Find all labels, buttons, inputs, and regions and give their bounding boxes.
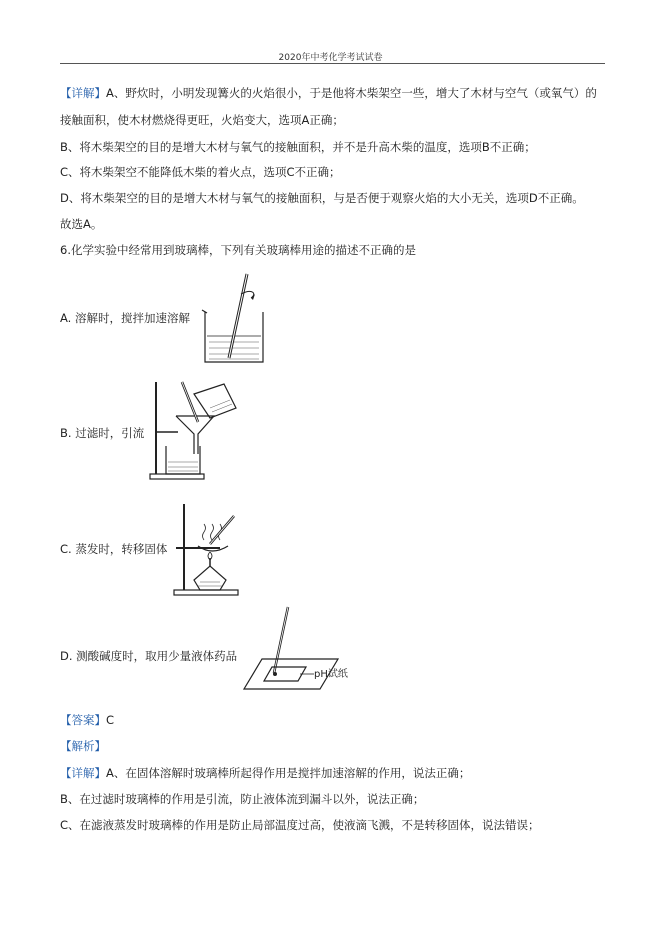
analysis-tag: 【解析】: [60, 739, 106, 753]
answer-value: C: [106, 713, 115, 727]
page-header-title: 2020年中考化学考试试卷: [278, 53, 383, 63]
evaporation-setup-figure: [170, 500, 250, 600]
line-text: B、在过滤时玻璃棒的作用是引流，防止液体流到漏斗以外，说法正确；: [60, 792, 425, 806]
filtration-setup-figure: [148, 378, 248, 483]
text-line: [60, 164, 341, 180]
answer-line: [60, 712, 114, 728]
header-rule: [60, 63, 605, 64]
line-text: A、在固体溶解时玻璃棒所起得作用是搅拌加速溶解的作用，说法正确；: [106, 766, 471, 780]
ph-test-figure: [240, 603, 365, 693]
option-c: C. 蒸发时，转移固体: [60, 542, 168, 556]
line-text: D、将木柴架空的目的是增大木材与氧气的接触面积，与是否便于观察火焰的大小无关，选项D不正确。: [60, 191, 584, 205]
option-d: D. 测酸碱度时，取用少量液体药品: [60, 649, 238, 663]
line-text: B、将木柴架空的目的是增大木材与氧气的接触面积，并不是升高木柴的温度，选项B不正确；: [60, 140, 536, 154]
question-stem: [60, 242, 416, 258]
text-line: [60, 139, 536, 155]
text-line: [60, 112, 344, 128]
line-text: C、将木柴架空不能降低木柴的着火点，选项C不正确；: [60, 165, 341, 179]
line-text: C、在滤液蒸发时玻璃棒的作用是防止局部温度过高，使液滴飞溅，不是转移固体，说法错误；: [60, 818, 540, 832]
line-text: 接触面积，使木材燃烧得更旺，火焰变大，选项A正确；: [60, 113, 344, 127]
line-text: A、野炊时，小明发现篝火的火焰很小，于是他将木柴架空一些，增大了木材与空气（或氧气）的: [106, 86, 597, 100]
option-a: A. 溶解时，搅拌加速溶解: [60, 311, 190, 325]
detail-tag: 【详解】: [60, 86, 106, 100]
text-line: [60, 190, 584, 206]
dissolving-beaker-figure: [195, 270, 275, 370]
line-text: 故选A。: [60, 217, 103, 231]
answer-tag: 【答案】: [60, 713, 106, 727]
text-line: [60, 765, 470, 781]
detail-tag: 【详解】: [60, 766, 106, 780]
ph-paper-label: pH试纸: [314, 669, 348, 680]
text-line: [60, 85, 597, 101]
text-line: [60, 216, 102, 232]
option-b: B. 过滤时，引流: [60, 426, 145, 440]
text-line: [60, 817, 540, 833]
analysis-line: [60, 738, 106, 754]
text-line: [60, 791, 424, 807]
line-text: 6.化学实验中经常用到玻璃棒，下列有关玻璃棒用途的描述不正确的是: [60, 243, 416, 257]
